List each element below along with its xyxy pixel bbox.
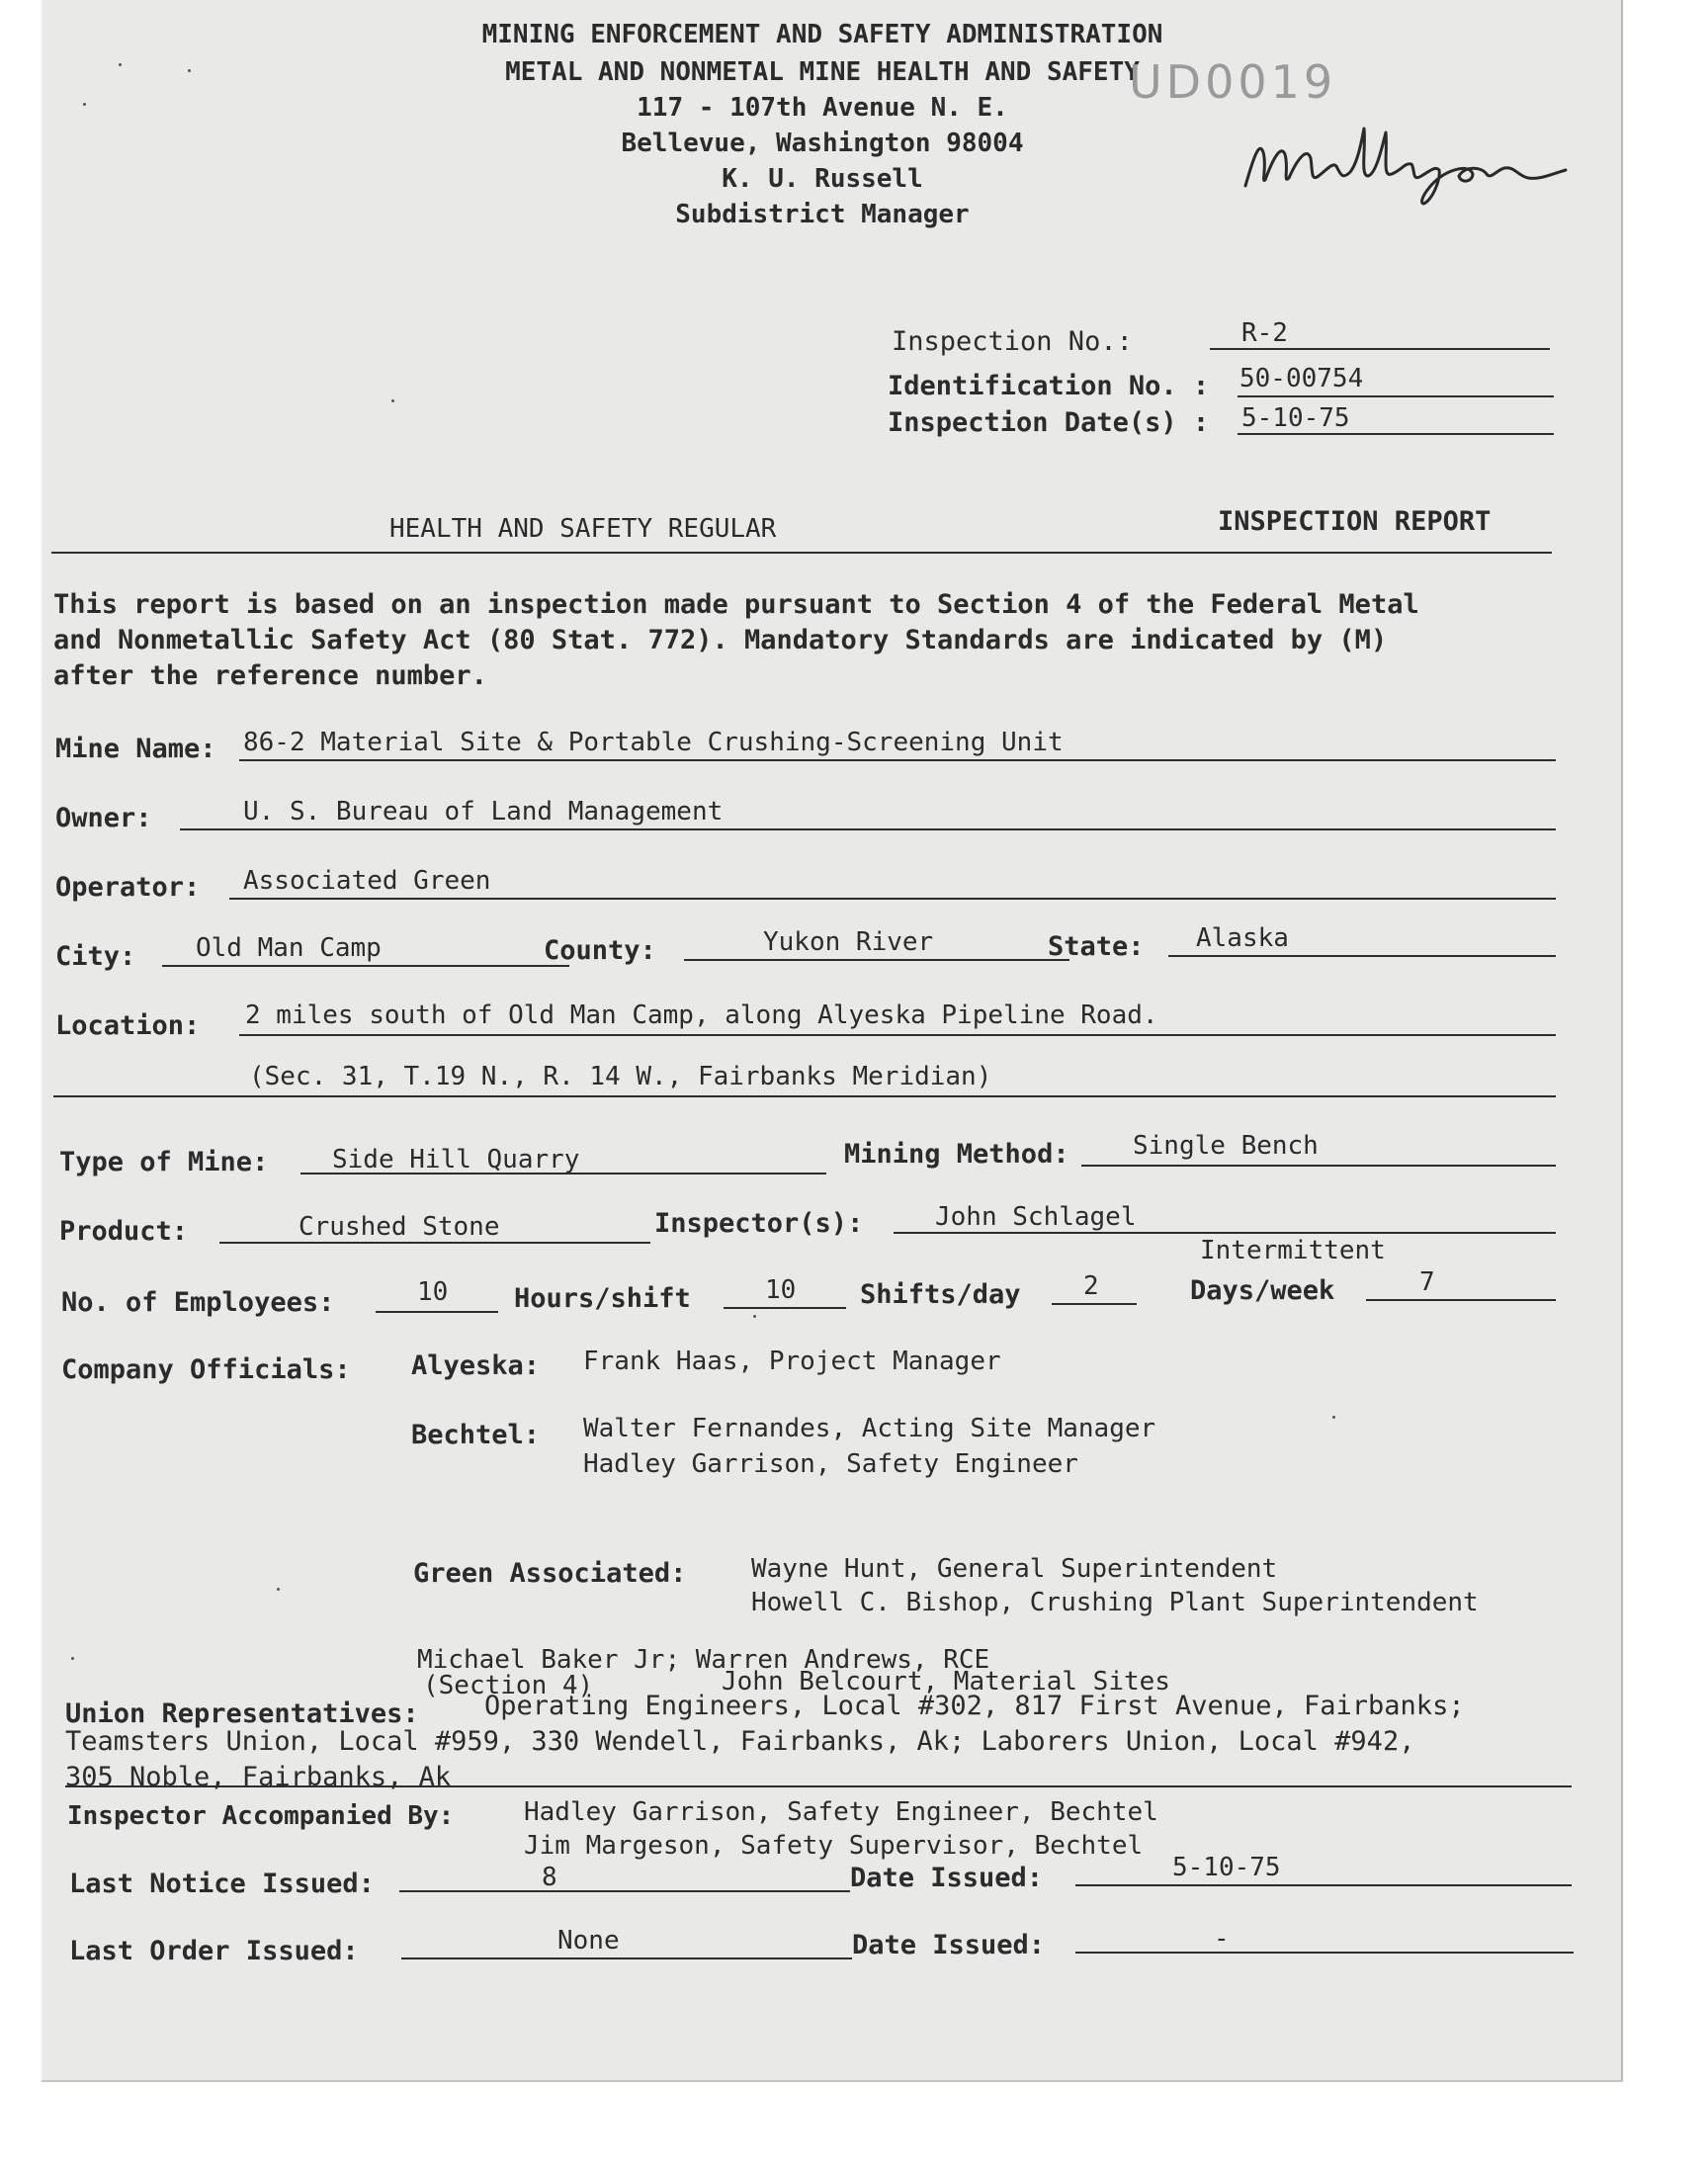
document-stamp: UD0019 [1129,55,1337,109]
hours-underline [724,1307,846,1309]
county-value: Yukon River [763,927,934,957]
inspectors-value: John Schlagel [935,1202,1137,1232]
report-type-suffix: INSPECTION REPORT [1218,506,1492,537]
days-value: 7 [1419,1267,1435,1297]
employees-value: 10 [417,1277,449,1307]
hours-value: 10 [765,1275,797,1305]
header-line-5: K. U. Russell [722,164,923,194]
report-type-rule [51,552,1552,554]
intro-line-2: and Nonmetallic Safety Act (80 Stat. 772). Mandatory Standards are indicated by (M) [53,625,1388,655]
product-underline [219,1242,650,1244]
header-line-3: 117 - 107th Avenue N. E. [637,93,1008,123]
accompanied-line-2: Jim Margeson, Safety Supervisor, Bechtel [524,1831,1144,1861]
accompanied-line-1: Hadley Garrison, Safety Engineer, Bechtel [524,1797,1158,1827]
order-date-underline [1075,1952,1574,1954]
scan-speck [188,69,191,72]
type-of-mine-value: Side Hill Quarry [332,1145,580,1174]
scan-speck [753,1315,756,1318]
location-line-2: (Sec. 31, T.19 N., R. 14 W., Fairbanks Meridian) [249,1062,992,1091]
document-page [42,0,1623,2082]
union-underline [65,1785,1572,1787]
identification-no-underline [1238,395,1554,397]
mine-name-value: 86-2 Material Site & Portable Crushing-Screening Unit [243,728,1064,757]
operator-underline [229,898,1556,900]
header-line-4: Bellevue, Washington 98004 [621,129,1024,158]
owner-label: Owner: [55,803,152,833]
company-officials-label: Company Officials: [61,1354,351,1385]
header-line-2: METAL AND NONMETAL MINE HEALTH AND SAFETY [505,57,1140,87]
state-value: Alaska [1196,923,1289,953]
operator-value: Associated Green [243,866,491,896]
notice-date-value: 5-10-75 [1172,1853,1281,1882]
days-label: Days/week [1190,1275,1335,1306]
mining-method-value: Single Bench [1133,1131,1319,1161]
header-line-1: MINING ENFORCEMENT AND SAFETY ADMINISTRATION [481,20,1163,49]
notice-date-underline [1075,1884,1572,1886]
header-line-6: Subdistrict Manager [675,200,970,229]
intro-line-1: This report is based on an inspection made pursuant to Section 4 of the Federal Metal [53,589,1419,620]
last-notice-value: 8 [542,1863,557,1892]
product-label: Product: [59,1216,189,1247]
state-label: State: [1048,931,1145,962]
owner-underline [180,828,1556,830]
order-date-value: - [1214,1924,1230,1954]
last-order-value: None [557,1926,620,1956]
inspection-dates-value: 5-10-75 [1241,403,1350,433]
employees-label: No. of Employees: [61,1287,335,1318]
scan-speck [119,63,122,66]
accompanied-label: Inspector Accompanied By: [67,1801,455,1831]
shifts-underline [1052,1303,1137,1305]
green-official-2: Howell C. Bishop, Crushing Plant Superintendent [751,1588,1479,1617]
handwritten-signature [1238,119,1574,208]
identification-no-value: 50-00754 [1239,364,1364,393]
location-label: Location: [55,1010,201,1041]
bechtel-label: Bechtel: [411,1420,541,1450]
operator-label: Operator: [55,872,201,903]
green-official-1: Wayne Hunt, General Superintendent [751,1554,1278,1584]
last-order-label: Last Order Issued: [69,1936,359,1966]
scan-speck [1332,1416,1335,1419]
union-line-2: Teamsters Union, Local #959, 330 Wendell, Fairbanks, Ak; Laborers Union, Local #942, [65,1726,1415,1757]
type-of-mine-label: Type of Mine: [59,1147,269,1177]
city-value: Old Man Camp [196,933,382,963]
alyeska-official-1: Frank Haas, Project Manager [583,1347,1001,1376]
city-label: City: [55,941,136,972]
inspectors-label: Inspector(s): [654,1208,864,1239]
county-underline [684,959,1069,961]
mine-name-label: Mine Name: [55,734,216,764]
owner-value: U. S. Bureau of Land Management [243,797,724,826]
last-notice-underline [399,1890,850,1892]
shifts-label: Shifts/day [860,1279,1021,1310]
inspectors-underline [894,1232,1556,1234]
last-order-underline [401,1958,852,1959]
inspection-no-value: R-2 [1241,318,1288,348]
mine-name-underline [239,759,1556,761]
union-line-1: Operating Engineers, Local #302, 817 First Avenue, Fairbanks; [484,1691,1465,1721]
shifts-value: 2 [1083,1271,1099,1301]
hours-label: Hours/shift [514,1283,691,1314]
bechtel-official-1: Walter Fernandes, Acting Site Manager [583,1414,1156,1443]
inspection-no-underline [1210,348,1550,350]
type-of-mine-underline [300,1173,826,1174]
union-line-3: 305 Noble, Fairbanks, Ak [65,1762,452,1792]
union-label: Union Representatives: [65,1698,419,1729]
city-underline [162,965,569,967]
report-type-prefix: HEALTH AND SAFETY REGULAR [389,514,777,544]
location-underline-1 [239,1034,1556,1036]
scan-speck [71,1657,74,1660]
notice-date-label: Date Issued: [850,1863,1044,1893]
baker-section: (Section 4) [423,1671,594,1700]
inspection-no-label: Inspection No.: [892,326,1133,357]
product-value: Crushed Stone [299,1212,500,1242]
order-date-label: Date Issued: [852,1930,1046,1960]
scan-speck [391,399,394,402]
mining-method-underline [1081,1165,1556,1167]
identification-no-label: Identification No. : [888,371,1210,401]
location-line-1: 2 miles south of Old Man Camp, along Alyeska Pipeline Road. [245,1000,1158,1030]
last-notice-label: Last Notice Issued: [69,1869,375,1899]
alyeska-label: Alyeska: [411,1350,541,1381]
bechtel-official-2: Hadley Garrison, Safety Engineer [583,1449,1078,1479]
location-underline-2 [53,1095,1556,1097]
days-note: Intermittent [1200,1236,1386,1265]
days-underline [1366,1299,1556,1301]
intro-line-3: after the reference number. [53,660,487,691]
mining-method-label: Mining Method: [844,1139,1069,1170]
state-underline [1168,955,1556,957]
employees-underline [376,1311,498,1313]
baker-line: Michael Baker Jr; Warren Andrews, RCE [417,1645,990,1675]
inspection-dates-underline [1238,433,1554,435]
county-label: County: [544,935,656,966]
baker-line-2: John Belcourt, Material Sites [722,1667,1170,1696]
scan-speck [277,1588,280,1591]
inspection-dates-label: Inspection Date(s) : [888,407,1210,438]
green-associated-label: Green Associated: [413,1558,687,1589]
scan-speck [83,103,86,106]
